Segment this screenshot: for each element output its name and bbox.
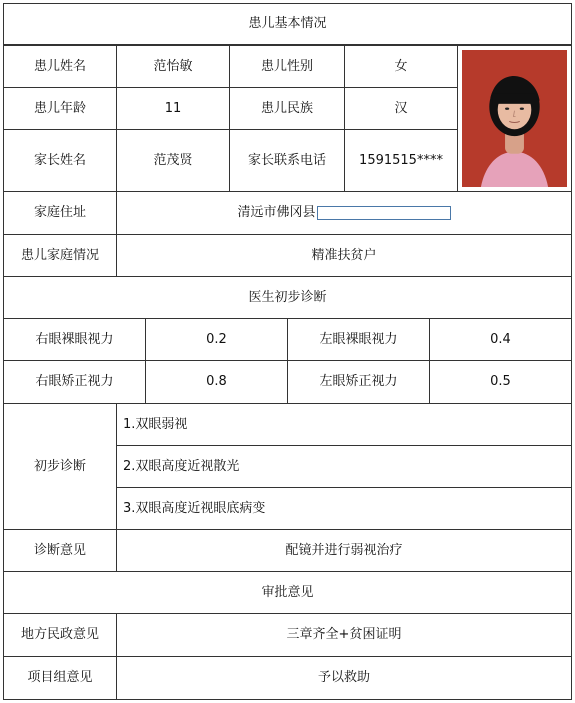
right-eye-corrected-value: 0.8 bbox=[145, 360, 288, 404]
patient-age-value: 11 bbox=[116, 87, 230, 130]
right-eye-naked-label: 右眼裸眼视力 bbox=[3, 318, 146, 361]
patient-gender-label: 患儿性别 bbox=[229, 45, 345, 88]
left-eye-corrected-value: 0.5 bbox=[429, 360, 572, 404]
civil-affairs-opinion-label: 地方民政意见 bbox=[3, 613, 117, 657]
diagnosis-item-2: 2.双眼高度近视散光 bbox=[116, 445, 572, 488]
patient-name-label: 患儿姓名 bbox=[3, 45, 117, 88]
address-label: 家庭住址 bbox=[3, 191, 117, 235]
redaction-box bbox=[317, 206, 451, 220]
patient-name-value: 范怡敏 bbox=[116, 45, 230, 88]
right-eye-corrected-label: 右眼矫正视力 bbox=[3, 360, 146, 404]
family-condition-value: 精准扶贫户 bbox=[116, 234, 572, 277]
parent-name-label: 家长姓名 bbox=[3, 129, 117, 192]
portrait-photo bbox=[462, 50, 567, 187]
patient-photo-cell bbox=[457, 45, 572, 192]
project-group-opinion-value: 予以救助 bbox=[116, 656, 572, 700]
diagnosis-item-1: 1.双眼弱视 bbox=[116, 403, 572, 446]
address-content bbox=[237, 192, 450, 234]
patient-ethnicity-value: 汉 bbox=[344, 87, 458, 130]
family-condition-label: 患儿家庭情况 bbox=[3, 234, 117, 277]
address-text: 清远市佛冈县 bbox=[237, 205, 316, 221]
left-eye-corrected-label: 左眼矫正视力 bbox=[287, 360, 430, 404]
initial-diagnosis-label: 初步诊断 bbox=[3, 403, 117, 530]
left-eye-naked-value: 0.4 bbox=[429, 318, 572, 361]
patient-age-label: 患儿年龄 bbox=[3, 87, 117, 130]
patient-ethnicity-label: 患儿民族 bbox=[229, 87, 345, 130]
diagnosis-item-3: 3.双眼高度近视眼底病变 bbox=[116, 487, 572, 530]
project-group-opinion-label: 项目组意见 bbox=[3, 656, 117, 700]
right-eye-naked-value: 0.2 bbox=[145, 318, 288, 361]
left-eye-naked-label: 左眼裸眼视力 bbox=[287, 318, 430, 361]
parent-name-value: 范茂贤 bbox=[116, 129, 230, 192]
patient-gender-value: 女 bbox=[344, 45, 458, 88]
section-title-doctor-diagnosis: 医生初步诊断 bbox=[3, 276, 572, 319]
parent-phone-label: 家长联系电话 bbox=[229, 129, 345, 192]
civil-affairs-opinion-value: 三章齐全+贫困证明 bbox=[116, 613, 572, 657]
diagnosis-opinion-label: 诊断意见 bbox=[3, 529, 117, 572]
section-title-basic-info: 患儿基本情况 bbox=[3, 3, 572, 45]
section-title-approval: 审批意见 bbox=[3, 571, 572, 614]
portrait-icon bbox=[462, 50, 567, 187]
diagnosis-opinion-value: 配镜并进行弱视治疗 bbox=[116, 529, 572, 572]
parent-phone-value: 1591515**** bbox=[344, 129, 458, 192]
address-value-cell bbox=[116, 191, 572, 235]
